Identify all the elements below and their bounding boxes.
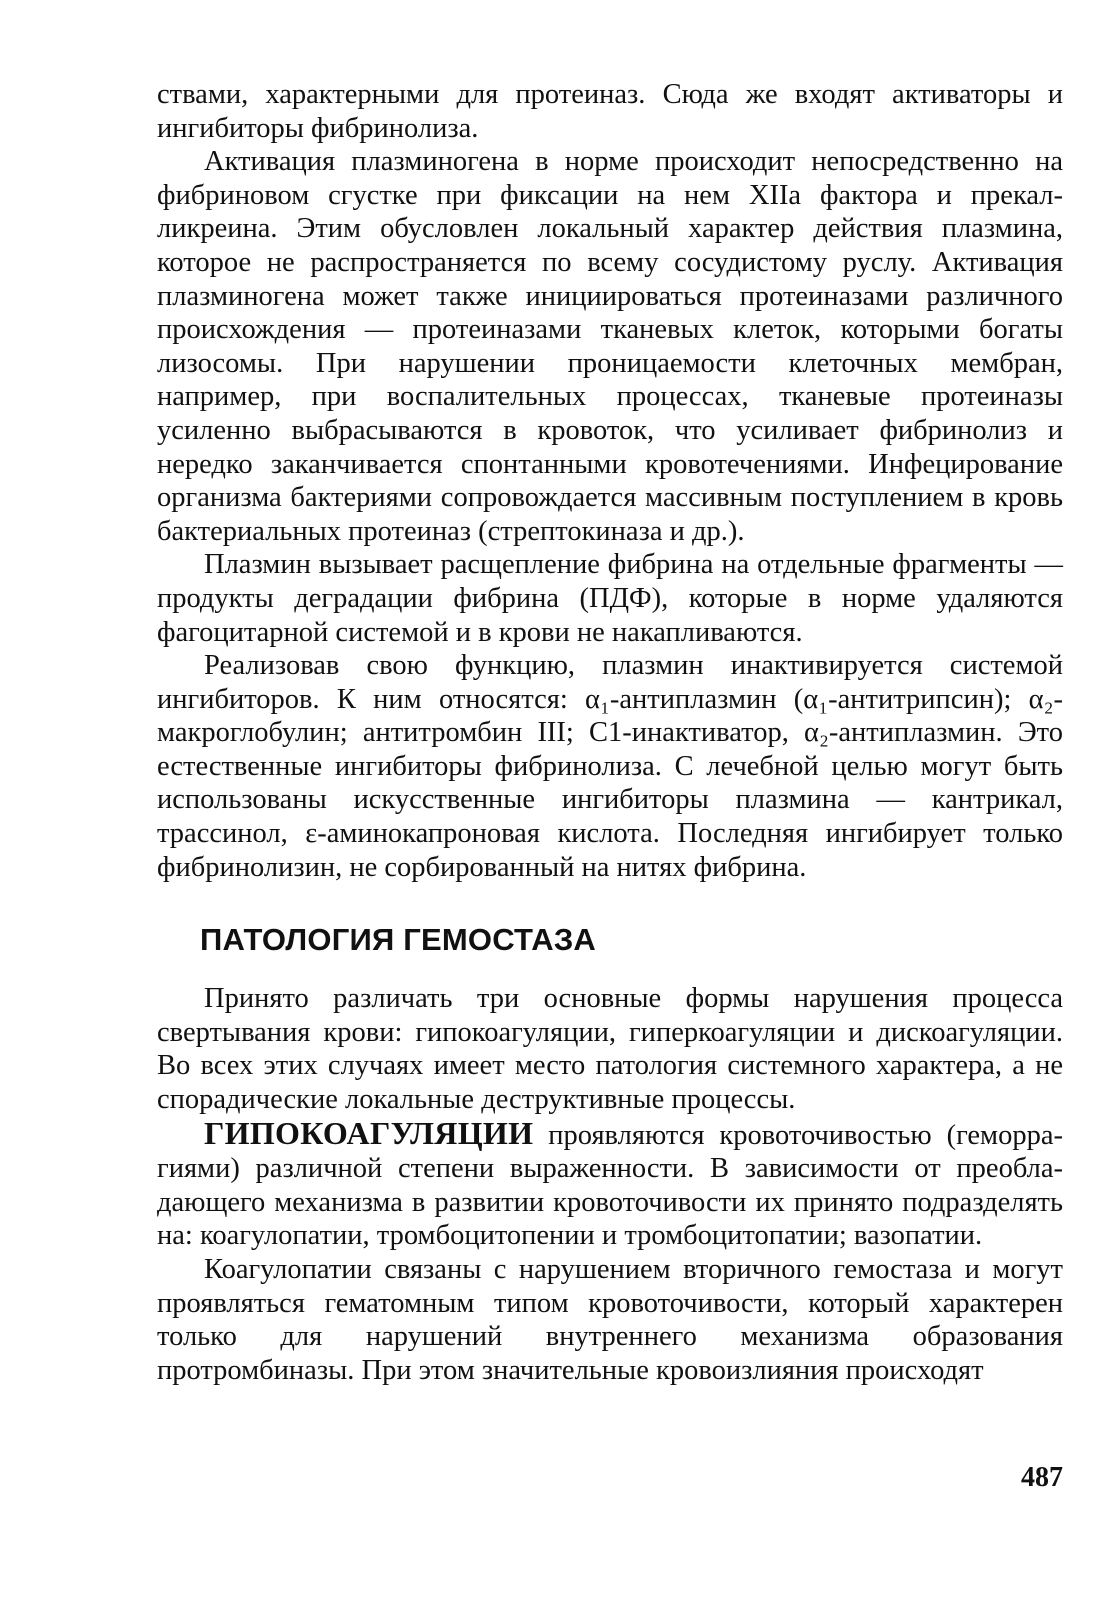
- hypocoagulation-text: проявляются кровоточивостью (геморрагиями) различной степени выраженности. В зависимости от преобладающего механизма в развитии кровоточивости их принято подразделять на: коагулопатии, тромбоцитопении и тромбоцитопатии; вазопатии.: [157, 1119, 1063, 1252]
- hypocoagulation-lead-term: ГИПОКОАГУЛЯЦИИ: [204, 1114, 534, 1151]
- paragraph-hypocoagulation: [157, 1114, 1063, 1253]
- paragraph-plasmin-inhibitors: Реализовав свою функцию, плазмин инактивируется системой ингибиторов. К ним относятся: α₁-антиплазмин (α₁-антитрипсин); α₂-макроглобулин; антитромбин III; С1-инактиватор, α₂-антиплазмин. Это естественные ингибиторы фибринолиза. С лечебной целью могут быть использованы искусственные ингибиторы плазмина — кантрикал, трассинол, ε-аминокапроновая кислота. Последняя ингибирует только фибринолизин, не сорбированный на нитях фибрина.: [157, 650, 1063, 883]
- paragraph-plasminogen-activation: Активация плазминогена в норме происходит непосредственно на фибриновом сгустке при фиксации на нем XIIa фактора и прекалликреина. Этим обусловлен локальный характер действия плазмина, которое не распространяется по всему сосудистому руслу. Активация плазминогена может также инициироваться протеиназами различного происхождения — протеиназами тканевых клеток, которыми богаты лизосомы. При нарушении проницаемости клеточных мембран, например, при воспалительных процессах, тканевые протеиназы усиленно выбрасываются в кровоток, что усиливает фибринолиз и нередко заканчивается спонтанными кровотечениями. Инфецирование организма бактериями сопровождается массивным поступлением в кровь бактериальных протеиназ (стрептокиназа и др.).: [157, 146, 1063, 547]
- paragraph-coagulation-forms: Принято различать три основные формы нарушения процесса свертывания крови: гипокоагуляции, гиперкоагуляции и дискоагуляции. Во всех этих случаях имеет место патология системного характера, а не спорадические локальные деструктивные процессы.: [157, 983, 1063, 1116]
- section-heading: ПАТОЛОГИЯ ГЕМОСТАЗА: [200, 922, 597, 958]
- paragraph-plasmin-fibrin: Плазмин вызывает расщепление фибрина на отдельные фрагменты — продукты деградации фибрина (ПДФ), которые в норме удаляются фагоцитарной системой и в крови не накапливаются.: [157, 549, 1063, 648]
- page-number: 487: [1021, 1462, 1063, 1493]
- page-body: [157, 78, 1063, 1387]
- paragraph-coagulopathies: Коагулопатии связаны с нарушением вторичного гемостаза и могут проявляться гематомным типом кровоточивости, который характерен только для нарушений внутреннего механизма образования протромбиназы. При этом значительные кровоизлияния происходят: [157, 1254, 1063, 1386]
- paragraph-continuation: ствами, характерными для протеиназ. Сюда же входят активаторы и ингибиторы фибринолиза.: [157, 79, 1063, 144]
